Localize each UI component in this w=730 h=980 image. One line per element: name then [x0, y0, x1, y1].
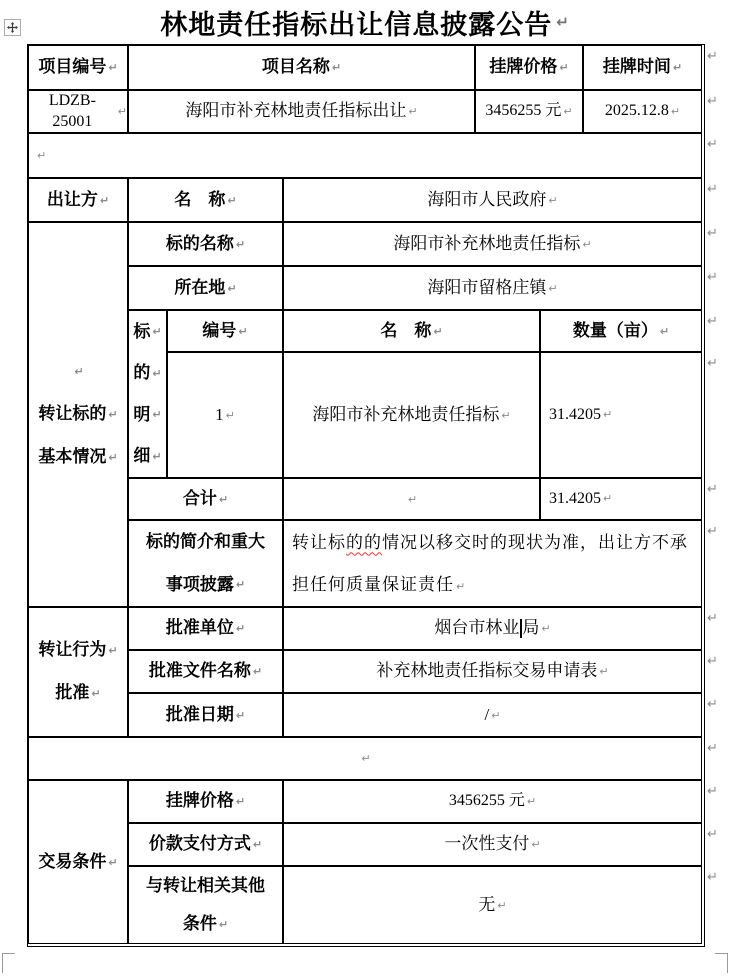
paragraph-mark: ↵ — [407, 492, 418, 506]
paragraph-mark: ↵ — [225, 408, 235, 422]
paragraph-mark: ↵ — [108, 61, 118, 74]
paragraph-mark: ↵ — [252, 838, 263, 851]
detail-header-qty: 数量（亩） — [572, 320, 658, 340]
cell-project-no[interactable] — [28, 90, 128, 133]
subject-name-value: 海阳市补充林地责任指标 — [393, 233, 581, 253]
row-end-mark: ↵ — [707, 784, 718, 799]
paragraph-mark: ↵ — [456, 579, 467, 593]
paragraph-mark: ↵ — [491, 708, 501, 722]
section-approval-line2: 批准 — [55, 683, 90, 703]
cell-other-conditions-value[interactable] — [283, 866, 702, 944]
cell-transferor-name-label[interactable] — [128, 178, 283, 222]
price-value: 3456255 元 — [485, 102, 562, 120]
paragraph-mark: ↵ — [235, 237, 246, 251]
paragraph-mark: ↵ — [501, 408, 511, 422]
brief-label-line2: 事项披露 — [165, 574, 234, 594]
detail-vertical-char-3: 明 — [133, 404, 151, 424]
row-end-mark: ↵ — [707, 741, 718, 756]
cell-detail-header-qty[interactable] — [540, 310, 702, 352]
row-end-mark: ↵ — [707, 697, 718, 712]
brief-text-part2: 情况以移交时的现状为准，出让方不承担任何质量保证责任 — [292, 532, 688, 594]
paragraph-mark: ↵ — [541, 622, 551, 635]
conditions-price-label: 挂牌价格 — [165, 791, 234, 811]
cell-other-conditions-label[interactable] — [128, 866, 283, 944]
page-title-text: 林地责任指标出让信息披露公告 — [160, 10, 553, 40]
paragraph-mark: ↵ — [548, 281, 558, 295]
cell-detail-row-no[interactable] — [167, 352, 283, 478]
project-name-value: 海阳市补充林地责任指标出让 — [185, 101, 407, 121]
header-project-no: 项目编号 — [38, 57, 107, 77]
paragraph-mark: ↵ — [582, 237, 592, 251]
section-approval-line1: 转让行为 — [38, 640, 107, 660]
cell-location-label[interactable] — [128, 266, 283, 310]
section-subject-line2: 基本情况 — [38, 447, 107, 467]
paragraph-mark: ↵ — [108, 644, 118, 657]
cell-header-project-no[interactable] — [28, 45, 128, 90]
paragraph-mark: ↵ — [672, 61, 683, 74]
paragraph-mark: ↵ — [556, 13, 570, 31]
paragraph-mark: ↵ — [99, 193, 110, 207]
detail-header-no: 编号 — [202, 320, 237, 340]
paragraph-mark: ↵ — [497, 898, 507, 912]
detail-row-name: 海阳市补充林地责任指标 — [312, 404, 500, 424]
page-title — [0, 3, 730, 42]
cell-brief-label[interactable] — [128, 520, 283, 607]
cell-approval-date-label[interactable] — [128, 693, 283, 737]
total-label: 合计 — [182, 488, 217, 508]
approval-unit-value-left: 烟台市林业 — [434, 618, 520, 638]
cell-total-label[interactable] — [128, 478, 283, 520]
row-end-mark: ↵ — [707, 524, 718, 539]
cell-subject-name-label[interactable] — [128, 222, 283, 266]
cell-detail-header-name[interactable] — [283, 310, 540, 352]
other-conditions-label-line1: 与转让相关其他 — [146, 875, 265, 895]
conditions-price-value: 3456255 元 — [448, 792, 525, 810]
cell-approval-doc-label[interactable] — [128, 650, 283, 693]
location-label: 所在地 — [174, 277, 226, 297]
row-end-mark: ↵ — [707, 827, 718, 842]
transferor-name-label: 名 称 — [174, 189, 226, 209]
paragraph-mark: ↵ — [235, 708, 246, 722]
cell-section-transferor[interactable] — [28, 178, 128, 222]
cell-price[interactable] — [475, 90, 583, 133]
paragraph-mark: ↵ — [227, 193, 237, 207]
row-end-mark: ↵ — [707, 94, 718, 109]
paragraph-mark: ↵ — [108, 408, 118, 421]
paragraph-mark: ↵ — [235, 622, 246, 635]
row-end-mark: ↵ — [707, 482, 718, 497]
cell-spacer-row-1[interactable] — [28, 133, 702, 178]
payment-value: 一次性支付 — [444, 834, 530, 854]
cell-approval-doc-value[interactable] — [283, 650, 702, 693]
detail-vertical-char-2: 的 — [133, 363, 151, 383]
cell-brief-text[interactable] — [283, 520, 702, 607]
row-end-mark: ↵ — [707, 356, 718, 371]
paragraph-mark: ↵ — [37, 149, 47, 162]
paragraph-mark: ↵ — [331, 61, 342, 74]
cell-location-value[interactable] — [283, 266, 702, 310]
cell-total-empty[interactable] — [283, 478, 540, 520]
text-boundary-corner-right — [715, 953, 728, 973]
detail-vertical-char-4: 细 — [133, 446, 151, 466]
paragraph-mark: ↵ — [235, 578, 246, 592]
section-conditions: 交易条件 — [38, 851, 107, 871]
paragraph-mark: ↵ — [108, 451, 118, 464]
paragraph-mark: ↵ — [603, 408, 613, 422]
paragraph-mark: ↵ — [117, 105, 127, 118]
paragraph-mark: ↵ — [152, 325, 162, 339]
detail-row-no: 1 — [215, 404, 224, 424]
detail-row-qty: 31.4205 — [549, 405, 601, 423]
cell-detail-header-no[interactable] — [167, 310, 283, 352]
row-end-mark: ↵ — [707, 270, 718, 285]
cell-approval-date-value[interactable] — [283, 693, 702, 737]
row-end-mark: ↵ — [707, 870, 718, 885]
paragraph-mark: ↵ — [408, 105, 418, 118]
paragraph-mark: ↵ — [252, 665, 263, 678]
project-no-value: LDZB-25001 — [48, 91, 96, 130]
cell-section-approval[interactable] — [28, 607, 128, 737]
cell-header-price[interactable] — [475, 45, 583, 90]
cell-project-name[interactable] — [128, 90, 475, 133]
row-end-mark: ↵ — [707, 611, 718, 626]
cell-approval-unit-value[interactable] — [283, 607, 702, 650]
other-conditions-label-line2: 条件 — [182, 913, 217, 933]
cell-time[interactable] — [583, 90, 702, 133]
subject-name-label: 标的名称 — [165, 233, 234, 253]
approval-date-value: / — [484, 704, 490, 724]
cell-section-subject[interactable] — [28, 222, 128, 607]
header-project-name: 项目名称 — [261, 57, 330, 77]
section-subject-line1: 转让标的 — [38, 404, 107, 424]
cell-detail-vertical-label[interactable] — [128, 310, 167, 478]
time-value: 2025.12.8 — [604, 102, 669, 120]
cell-section-conditions[interactable] — [28, 780, 128, 944]
row-end-mark: ↵ — [707, 226, 718, 241]
approval-doc-value: 补充林地责任指标交易申请表 — [376, 661, 598, 681]
payment-label: 价款支付方式 — [148, 834, 251, 854]
paragraph-mark: ↵ — [599, 665, 609, 678]
cell-payment-value[interactable] — [283, 823, 702, 866]
paragraph-mark: ↵ — [670, 104, 681, 118]
detail-vertical-char-1: 标 — [133, 321, 151, 341]
paragraph-mark: ↵ — [91, 687, 101, 700]
cell-subject-name-value[interactable] — [283, 222, 702, 266]
header-price: 挂牌价格 — [489, 57, 558, 77]
row-end-mark: ↵ — [707, 49, 718, 64]
cell-spacer-row-2[interactable] — [28, 737, 702, 780]
approval-unit-value-right: 局 — [522, 618, 540, 638]
paragraph-mark: ↵ — [563, 104, 573, 118]
approval-doc-label: 批准文件名称 — [148, 661, 251, 681]
cell-conditions-price-label[interactable] — [128, 780, 283, 823]
row-end-mark: ↵ — [707, 314, 718, 329]
paragraph-mark: ↵ — [659, 324, 670, 338]
section-transferor: 出让方 — [46, 189, 98, 209]
row-end-mark: ↵ — [707, 137, 718, 152]
paragraph-mark: ↵ — [218, 917, 229, 931]
cell-total-qty[interactable] — [540, 478, 702, 520]
header-time: 挂牌时间 — [602, 57, 671, 77]
paragraph-mark: ↵ — [548, 193, 558, 207]
transferor-name-value: 海阳市人民政府 — [427, 189, 547, 209]
cell-header-project-name[interactable] — [128, 45, 475, 90]
row-end-mark: ↵ — [707, 182, 718, 197]
paragraph-mark: ↵ — [152, 366, 162, 380]
row-end-mark: ↵ — [707, 654, 718, 669]
cell-detail-row-name[interactable] — [283, 352, 540, 478]
brief-text-part1: 转让标 — [292, 532, 346, 552]
approval-unit-label: 批准单位 — [165, 618, 234, 638]
paragraph-mark: ↵ — [74, 365, 84, 378]
location-value: 海阳市留格庄镇 — [427, 277, 547, 297]
total-qty: 31.4205 — [549, 489, 601, 507]
brief-label-line1: 标的简介和重大 — [146, 532, 265, 552]
paragraph-mark: ↵ — [361, 752, 371, 765]
paragraph-mark: ↵ — [433, 324, 443, 338]
cell-transferor-name-value[interactable] — [283, 178, 702, 222]
cell-payment-label[interactable] — [128, 823, 283, 866]
paragraph-mark: ↵ — [152, 449, 162, 463]
cell-header-time[interactable] — [583, 45, 702, 90]
detail-header-name: 名 称 — [380, 320, 432, 340]
paragraph-mark: ↵ — [152, 408, 162, 422]
cell-approval-unit-label[interactable] — [128, 607, 283, 650]
brief-text-spellcheck: 的的 — [346, 532, 382, 552]
paragraph-mark: ↵ — [531, 838, 541, 851]
cell-conditions-price-value[interactable] — [283, 780, 702, 823]
paragraph-mark: ↵ — [559, 61, 569, 74]
paragraph-mark: ↵ — [526, 794, 537, 808]
paragraph-mark: ↵ — [218, 492, 229, 506]
cell-detail-row-qty[interactable] — [540, 352, 702, 478]
paragraph-mark: ↵ — [227, 281, 237, 295]
paragraph-mark: ↵ — [603, 492, 613, 506]
paragraph-mark: ↵ — [108, 855, 118, 869]
paragraph-mark: ↵ — [238, 324, 248, 338]
approval-date-label: 批准日期 — [165, 704, 234, 724]
text-boundary-corner-left — [2, 953, 15, 973]
paragraph-mark: ↵ — [235, 795, 246, 808]
other-conditions-value: 无 — [478, 894, 496, 914]
